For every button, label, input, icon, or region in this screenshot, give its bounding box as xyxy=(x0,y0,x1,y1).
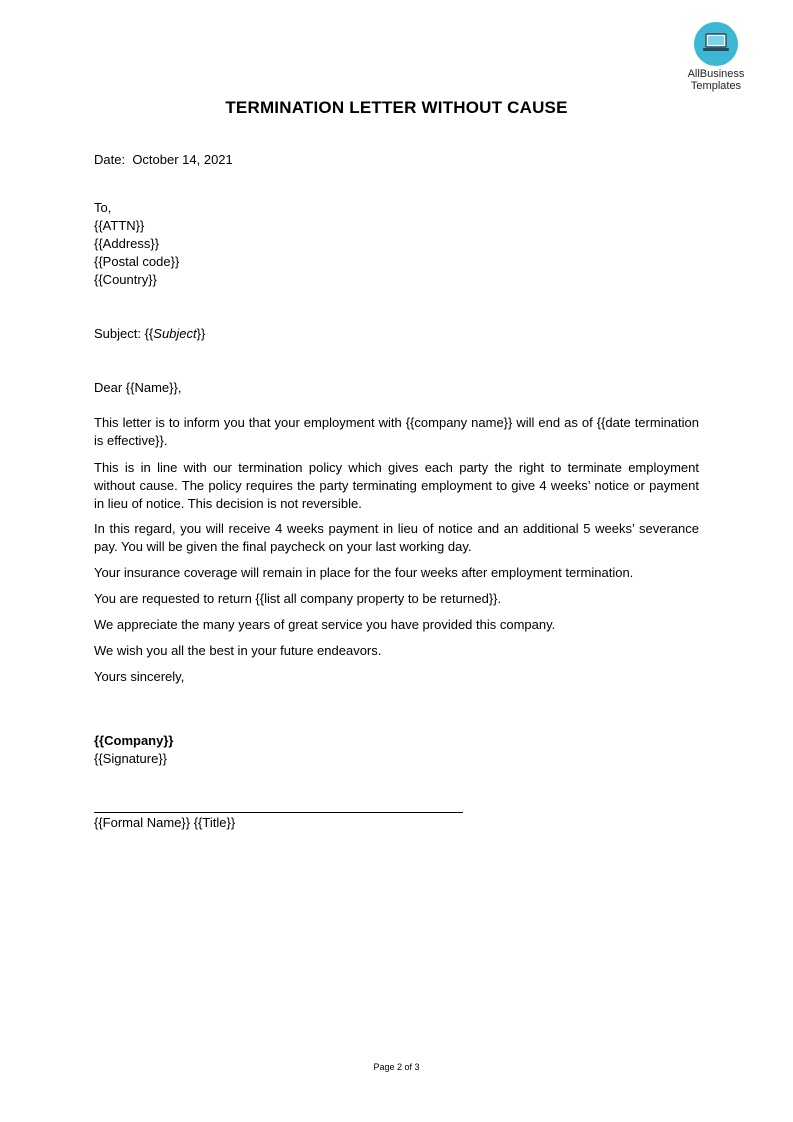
paragraph-4: Your insurance coverage will remain in place for the four weeks after employment termination. xyxy=(94,565,634,580)
paragraph-5: You are requested to return {{list all company property to be returned}}. xyxy=(94,591,502,606)
greeting: Dear {{Name}}, xyxy=(94,380,182,395)
logo-line-1: AllBusiness xyxy=(687,68,745,80)
paragraph-7: We wish you all the best in your future endeavors. xyxy=(94,643,382,658)
subject-value: Subject xyxy=(153,326,197,341)
signature-placeholder: {{Signature}} xyxy=(94,751,168,766)
address-country: {{Country}} xyxy=(94,272,157,287)
address-to: To, xyxy=(94,200,112,215)
page-number: Page 2 of 3 xyxy=(373,1062,420,1072)
laptop-icon xyxy=(694,22,738,66)
logo-line-2: Templates xyxy=(690,80,742,92)
address-attn: {{ATTN}} xyxy=(94,218,145,233)
signature-company: {{Company}} xyxy=(94,733,174,748)
document-title: TERMINATION LETTER WITHOUT CAUSE xyxy=(225,98,568,117)
subject-line xyxy=(94,325,205,343)
date-value: October 14, 2021 xyxy=(132,152,233,167)
subject-close: }} xyxy=(196,326,206,341)
signature-rule xyxy=(94,812,463,813)
paragraph-6: We appreciate the many years of great service you have provided this company. xyxy=(94,617,556,632)
address-postal: {{Postal code}} xyxy=(94,254,180,269)
paragraph-2: This is in line with our termination policy which gives each party the right to terminate employment without cause. The policy requires the party terminating employment to give 4 weeks’ notice or payment in lieu of notice. This decision is not reversible. xyxy=(94,460,699,511)
subject-label: Subject: {{ xyxy=(94,326,154,341)
paragraph-1: This letter is to inform you that your employment with {{company name}} will end as of {{date termination is effective}}. xyxy=(94,415,699,448)
signature-formal-name: {{Formal Name}} {{Title}} xyxy=(94,815,236,830)
closing: Yours sincerely, xyxy=(94,669,185,684)
paragraph-3: In this regard, you will receive 4 weeks payment in lieu of notice and an additional 5 weeks’ severance pay. You will be given the final paycheck on your last working day. xyxy=(94,521,699,554)
date-label: Date: xyxy=(94,152,126,167)
address-street: {{Address}} xyxy=(94,236,160,251)
date-line xyxy=(94,151,233,169)
allbusiness-logo xyxy=(678,22,754,92)
